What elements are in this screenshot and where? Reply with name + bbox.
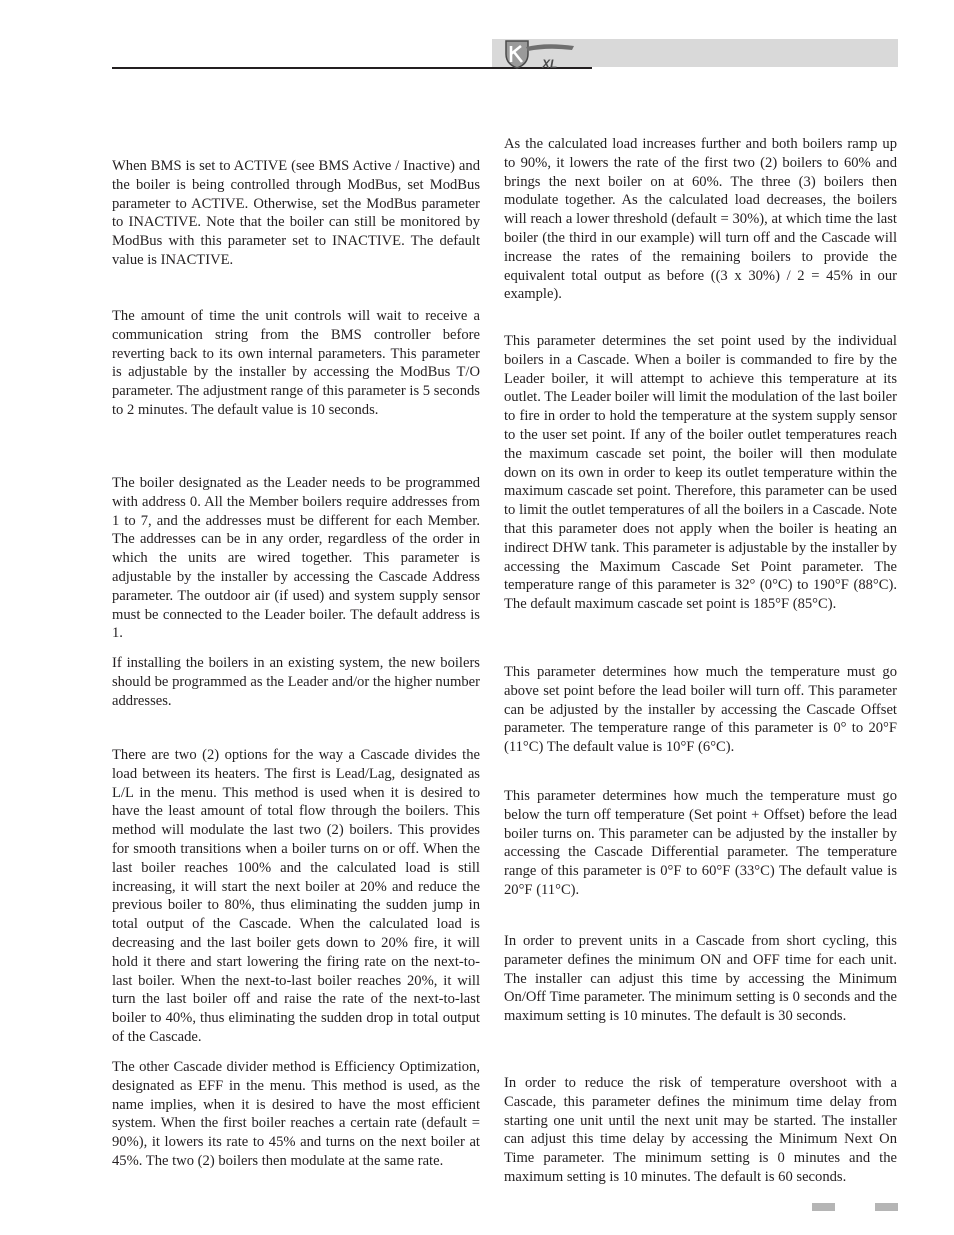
svg-text:XL: XL bbox=[542, 57, 558, 70]
min-on-off-time-paragraph: In order to prevent units in a Cascade from short cycling, this parameter defines the minimum ON and OFF time for each unit. The installer can adjust this time by accessing the Minimum On/Off Time parameter. The minimum setting is 0 seconds and the maximum setting is 10 minutes. The default is 30 seconds. bbox=[504, 933, 897, 1025]
modbus-paragraph: When BMS is set to ACTIVE (see BMS Active / Inactive) and the boiler is being controlled through ModBus, set ModBus parameter to ACTIVE. Otherwise, set the ModBus parameter to INACTIVE. Note that the boiler can still be monitored by ModBus with this parameter set to INACTIVE. The default value is INACTIVE. bbox=[112, 158, 480, 268]
cascade-offset-paragraph: This parameter determines how much the temperature must go above set point before the lead boiler will turn off. This parameter can be adjusted by the installer by accessing the Cascade Offset parameter. The temperature range of this parameter is 0° to 20°F (11°C) The default value is 10°F (6°C). bbox=[504, 664, 897, 756]
max-cascade-set-point-paragraph: This parameter determines the set point used by the individual boilers in a Cascade. When a boiler is commanded to fire by the Leader boiler, it will attempt to achieve this temperature at its outlet. The Leader boiler will limit the modulation of the last boiler to fire in order to hold the temperature at the system supply sensor to the user set point. If any of the boiler outlet temperatures reach the maximum cascade set point, the boiler will then modulate down on its own in order to keep its outlet temperature within the maximum cascade set point. Therefore, this parameter can be used to limit the outlet temperatures of all the boilers in a Cascade. Note that this parameter does not apply when the boiler is heating an indirect DHW tank. This parameter is adjustable by the installer by accessing the Maximum Cascade Set Point parameter. The temperature range of this parameter is 32° (0°C) to 190°F (88°C). The default maximum cascade set point is 185°F (85°C). bbox=[504, 333, 897, 613]
footer-tab-left bbox=[812, 1203, 835, 1211]
cascade-differential-paragraph: This parameter determines how much the temperature must go below the turn off temperature (Set point + Offset) before the lead boiler turns on. This parameter can be adjusted by the installer by accessing the Cascade Differential parameter. The temperature range of this parameter is 0°F to 60°F (33°C) The default value is 20°F (11°C). bbox=[504, 788, 897, 898]
footer-tab-right bbox=[875, 1203, 898, 1211]
cascade-address-paragraph: The boiler designated as the Leader needs to be programmed with address 0. All the Member boilers require addresses from 1 to 7, and the addresses must be different for each Member. The addresses can be in any order, regardless of the order in which the units are wired together. This parameter is adjustable by the installer by accessing the Cascade Address parameter. The outdoor air (if used) and system supply sensor must be connected to the Leader boiler. The default address is 1. bbox=[112, 475, 480, 642]
min-next-on-time-paragraph: In order to reduce the risk of temperature overshoot with a Cascade, this parameter defines the minimum time delay from starting one unit until the next unit may be started. The installer can adjust this time delay by accessing the Minimum Next On Time parameter. The minimum setting is 0 minutes and the maximum setting is 10 minutes. The default is 60 seconds. bbox=[504, 1075, 897, 1185]
knight-xl-logo bbox=[502, 38, 582, 70]
eff-continued-paragraph: As the calculated load increases further and both boilers ramp up to 90%, it lowers the rate of the first two (2) boilers to 60% and brings the next boiler on at 60%. The three (3) boilers then modulate together. As the calculated load decreases, the boilers will reach a lower threshold (default = 30%), at which time the last boiler (the third in our example) will turn off and the Cascade will increase the rates of the remaining boilers to provide the equivalent total output as before ((3 x 30%) / 2 = 45% in our example). bbox=[504, 136, 897, 303]
modbus-timeout-paragraph: The amount of time the unit controls will wait to receive a communication string from the BMS controller before reverting back to its own internal parameters. This parameter is adjustable by the installer by accessing the ModBus T/O parameter. The adjustment range of this parameter is 5 seconds to 2 minutes. The default value is 10 seconds. bbox=[112, 308, 480, 418]
existing-system-paragraph: If installing the boilers in an existing system, the new boilers should be programmed as the Leader and/or the higher number addresses. bbox=[112, 655, 480, 709]
cascade-divider-paragraph: There are two (2) options for the way a Cascade divides the load between its heaters. The first is Lead/Lag, designated as L/L in the menu. This method is used when it is desired to have the least amount of total flow through the boilers. This method will modulate the last two (2) boilers. This provides for smooth transitions when a boiler turns on or off. When the last boiler reaches 100% and the calculated load is still increasing, it will start the next boiler at 20% and reduce the previous boiler to 80%, thus eliminating the sudden jump in total output of the Cascade. When the calculated load is decreasing and the last boiler gets down to 20% fire, it will hold it there and start lowering the firing rate on the next-to-last boiler. When the next-to-last boiler reaches 20%, it will turn the last boiler off and raise the rate of the next-to-last boiler to 40%, thus eliminating the sudden drop in total output of the Cascade. bbox=[112, 747, 480, 1045]
efficiency-optimization-paragraph: The other Cascade divider method is Efficiency Optimization, designated as EFF in the menu. This method is used, as the name implies, when it is desired to have the most efficient system. When the first boiler reaches a certain rate (default = 90%), it lowers its rate to 45% and turns on the next boiler at 45%. The two (2) boilers then modulate at the same rate. bbox=[112, 1059, 480, 1169]
